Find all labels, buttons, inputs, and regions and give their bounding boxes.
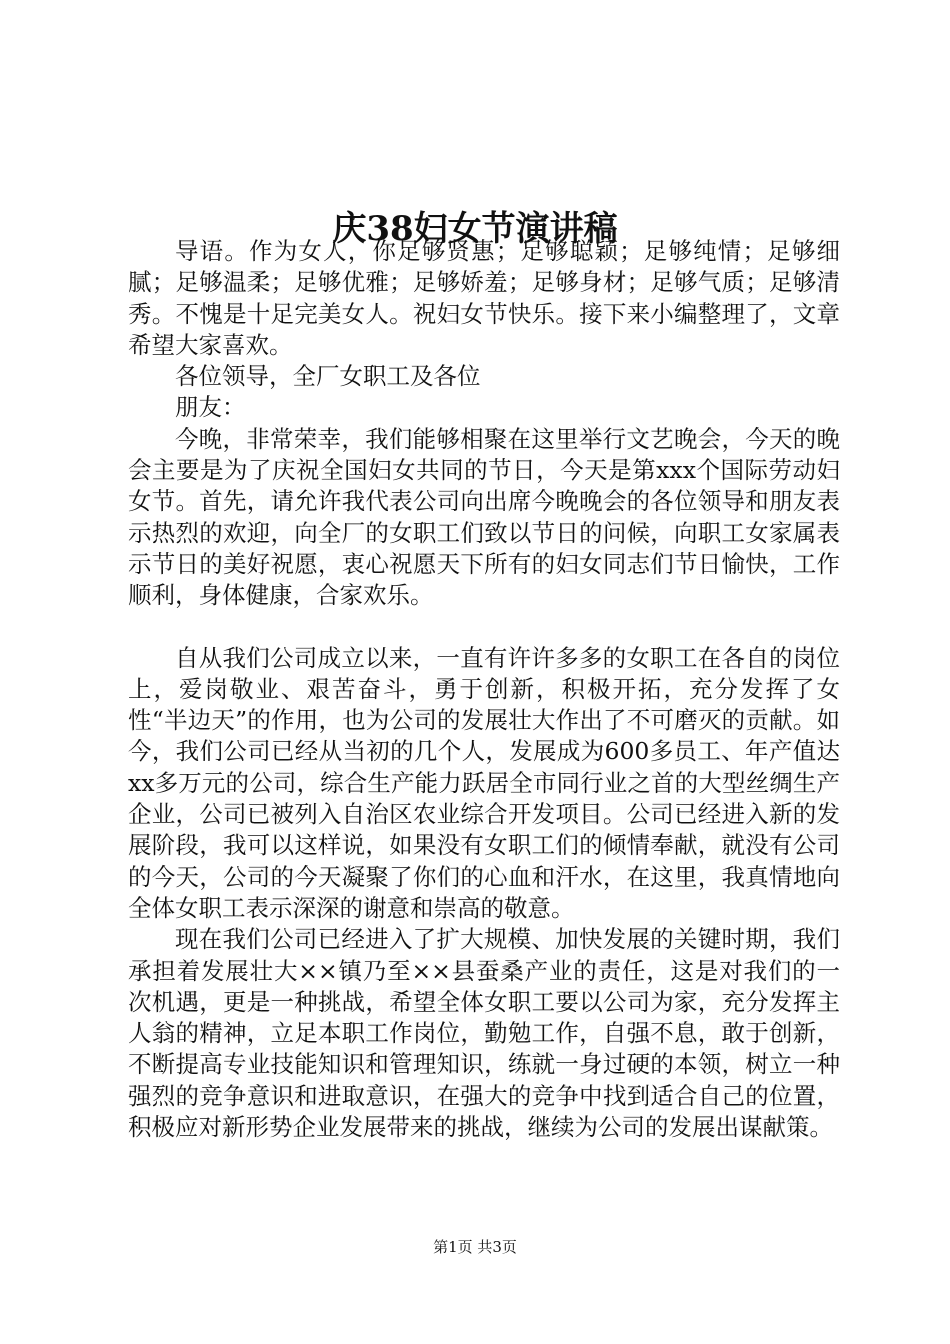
salutation-line-1: 各位领导，全厂女职工及各位 (175, 362, 481, 391)
salutation-line-2: 朋友： (175, 393, 246, 422)
document-title: 庆38妇女节演讲稿 (332, 208, 618, 249)
future-outlook-paragraph: 现在我们公司已经进入了扩大规模、加快发展的关键时期，我们承担着发展壮大××镇乃至××县蚕桑产业的责任，这是对我们的一次机遇，更是一种挑战，希望全体女职工要以公司为家，充分发挥主人翁的精神，立足本职工作岗位，勤勉工作，自强不息，敢于创新，不断提高专业技能知识和管理知识，练就一身过硬的本领，树立一种强烈的竞争意识和进取意识，在强大的竞争中找到适合自己的位置，积极应对新形势企业发展带来的挑战，继续为公司的发展出谋献策。 (128, 925, 840, 1142)
opening-paragraph: 今晚，非常荣幸，我们能够相聚在这里举行文艺晚会，今天的晚会主要是为了庆祝全国妇女共同的节日，今天是第xxx个国际劳动妇女节。首先，请允许我代表公司向出席今晚晚会的各位领导和朋友表示热烈的欢迎，向全厂的女职工们致以节日的问候，向职工女家属表示节日的美好祝愿，衷心祝愿天下所有的妇女同志们节日愉快，工作顺利，身体健康，合家欢乐。 (128, 424, 840, 610)
company-history-paragraph: 自从我们公司成立以来，一直有许许多多的女职工在各自的岗位上，爱岗敬业、艰苦奋斗，勇于创新，积极开拓，充分发挥了女性“半边天”的作用，也为公司的发展壮大作出了不可磨灭的贡献。如今，我们公司已经从当初的几个人，发展成为600多员工、年产值达xx多万元的公司，综合生产能力跃居全市同行业之首的大型丝绸生产企业，公司已被列入自治区农业综合开发项目。公司已经进入新的发展阶段，我可以这样说，如果没有女职工们的倾情奉献，就没有公司的今天，公司的今天凝聚了你们的心血和汗水，在这里，我真情地向全体女职工表示深深的谢意和崇高的敬意。 (128, 643, 840, 922)
intro-paragraph: 导语。作为女人，你足够贤惠；足够聪颖；足够纯情；足够细腻；足够温柔；足够优雅；足够娇羞；足够身材；足够气质；足够清秀。不愧是十足完美女人。祝妇女节快乐。接下来小编整理了，文章希望大家喜欢。 (128, 237, 840, 359)
document-body (128, 236, 840, 1143)
page-number-footer: 第1页 共3页 (433, 1238, 517, 1256)
